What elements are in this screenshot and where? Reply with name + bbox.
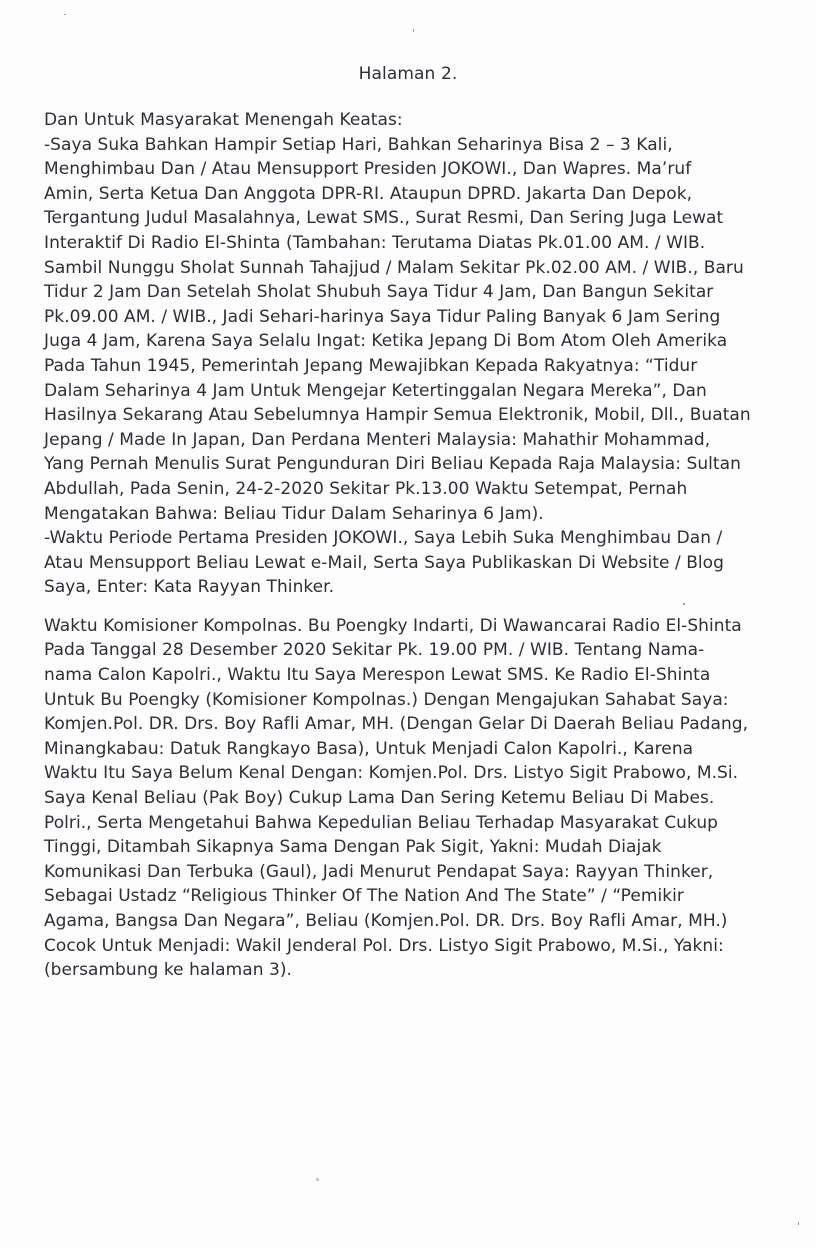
page-title: Halaman 2.	[358, 64, 458, 84]
text-line: (bersambung ke halaman 3).	[44, 960, 292, 981]
text-line: Tidur 2 Jam Dan Setelah Sholat Shubuh Saya Tidur 4 Jam, Dan Bangun Sekitar	[44, 282, 714, 303]
text-line: Waktu Itu Saya Belum Kenal Dengan: Komjen.Pol. Drs. Listyo Sigit Prabowo, M.Si.	[44, 763, 739, 784]
text-line: Sambil Nunggu Sholat Sunnah Tahajjud / Malam Sekitar Pk.02.00 AM. / WIB., Baru	[44, 257, 744, 278]
text-line: Mengatakan Bahwa: Beliau Tidur Dalam Seharinya 6 Jam).	[44, 503, 544, 524]
scan-speck	[316, 1178, 319, 1181]
paragraph-spacer	[44, 600, 814, 614]
scan-speck	[64, 14, 66, 15]
text-line: Untuk Bu Poengky (Komisioner Kompolnas.) Dengan Mengajukan Sahabat Saya:	[44, 689, 729, 710]
text-line: Menghimbau Dan / Atau Mensupport Presiden JOKOWI., Dan Wapres. Ma’ruf	[44, 159, 692, 180]
text-line: Pada Tahun 1945, Pemerintah Jepang Mewajibkan Kepada Rakyatnya: “Tidur	[44, 355, 698, 376]
text-line: nama Calon Kapolri., Waktu Itu Saya Merespon Lewat SMS. Ke Radio El-Shinta	[44, 665, 711, 686]
text-line: Saya, Enter: Kata Rayyan Thinker.	[44, 577, 335, 598]
text-line: Pk.09.00 AM. / WIB., Jadi Sehari-harinya Saya Tidur Paling Banyak 6 Jam Sering	[44, 306, 721, 327]
scan-speck	[413, 29, 414, 32]
text-line: Tergantung Judul Masalahnya, Lewat SMS., Surat Resmi, Dan Sering Juga Lewat	[44, 208, 724, 229]
text-line: Dalam Seharinya 4 Jam Untuk Mengejar Ketertinggalan Negara Mereka”, Dan	[44, 380, 707, 401]
text-line: Dan Untuk Masyarakat Menengah Keatas:	[44, 110, 403, 130]
text-line: Saya Kenal Beliau (Pak Boy) Cukup Lama Dan Sering Ketemu Beliau Di Mabes.	[44, 788, 715, 809]
document-body	[44, 108, 814, 983]
text-line: Komunikasi Dan Terbuka (Gaul), Jadi Menurut Pendapat Saya: Rayyan Thinker,	[44, 861, 714, 882]
text-line: -Saya Suka Bahkan Hampir Setiap Hari, Bahkan Seharinya Bisa 2 – 3 Kali,	[44, 134, 673, 155]
paragraph-masyarakat-menengah	[44, 108, 814, 600]
text-line: Yang Pernah Menulis Surat Pengunduran Diri Beliau Kepada Raja Malaysia: Sultan	[44, 454, 741, 475]
text-line: Hasilnya Sekarang Atau Sebelumnya Hampir Semua Elektronik, Mobil, Dll., Buatan	[44, 405, 751, 426]
text-line: Cocok Untuk Menjadi: Wakil Jenderal Pol. Drs. Listyo Sigit Prabowo, M.Si., Yakni:	[44, 935, 724, 956]
text-line: Pada Tanggal 28 Desember 2020 Sekitar Pk. 19.00 PM. / WIB. Tentang Nama-	[44, 640, 705, 661]
text-line: Jepang / Made In Japan, Dan Perdana Menteri Malaysia: Mahathir Mohammad,	[44, 429, 711, 450]
text-line: Polri., Serta Mengetahui Bahwa Kepedulian Beliau Terhadap Masyarakat Cukup	[44, 812, 719, 833]
text-line: Interaktif Di Radio El-Shinta (Tambahan: Terutama Diatas Pk.01.00 AM. / WIB.	[44, 232, 706, 253]
text-line: -Waktu Periode Pertama Presiden JOKOWI., Saya Lebih Suka Menghimbau Dan /	[44, 528, 723, 549]
text-line: Juga 4 Jam, Karena Saya Selalu Ingat: Ketika Jepang Di Bom Atom Oleh Amerika	[44, 331, 728, 352]
text-line: Agama, Bangsa Dan Negara”, Beliau (Komjen.Pol. DR. Drs. Boy Rafli Amar, MH.)	[44, 911, 728, 931]
text-line: Tinggi, Ditambah Sikapnya Sama Dengan Pak Sigit, Yakni: Mudah Diajak	[44, 837, 662, 858]
text-line: Minangkabau: Datuk Rangkayo Basa), Untuk Menjadi Calon Kapolri., Karena	[44, 738, 694, 759]
text-line: Amin, Serta Ketua Dan Anggota DPR-RI. Ataupun DPRD. Jakarta Dan Depok,	[44, 183, 693, 204]
scan-speck	[798, 1222, 799, 1225]
paragraph-komisioner-kompolnas	[44, 614, 814, 983]
text-line: Atau Mensupport Beliau Lewat e-Mail, Serta Saya Publikaskan Di Website / Blog	[44, 552, 724, 573]
text-line: Abdullah, Pada Senin, 24-2-2020 Sekitar Pk.13.00 Waktu Setempat, Pernah	[44, 478, 688, 499]
text-line: Sebagai Ustadz “Religious Thinker Of The Nation And The State” / “Pemikir	[44, 886, 684, 907]
text-line: Komjen.Pol. DR. Drs. Boy Rafli Amar, MH. (Dengan Gelar Di Daerah Beliau Padang,	[44, 714, 749, 735]
text-line: Waktu Komisioner Kompolnas. Bu Poengky Indarti, Di Wawancarai Radio El-Shinta	[44, 615, 742, 636]
